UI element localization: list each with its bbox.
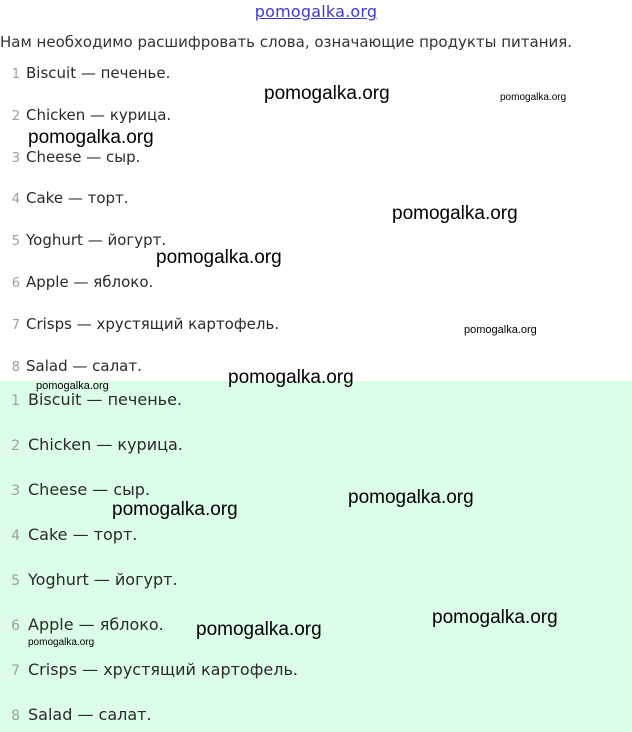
watermark: pomogalka.org (28, 127, 154, 148)
item-text: Crisps — хрустящий картофель. (26, 314, 280, 333)
item-number: 3 (11, 150, 20, 166)
list-item (0, 615, 164, 634)
list-item (0, 315, 279, 333)
item-text: Biscuit — печенье. (28, 390, 183, 409)
item-text: Cheese — сыр. (28, 480, 151, 499)
item-number: 2 (11, 108, 20, 124)
list-item (0, 570, 178, 589)
intro-text: Нам необходимо расшифровать слова, означающие продукты питания. (0, 33, 573, 51)
watermark: pomogalka.org (196, 619, 322, 640)
item-text: Cake — торт. (28, 525, 138, 544)
watermark: pomogalka.org (228, 367, 354, 388)
item-text: Biscuit — печенье. (26, 64, 171, 82)
item-number: 8 (11, 708, 20, 724)
item-text: Cheese — сыр. (26, 147, 141, 166)
watermark: pomogalka.org (500, 92, 567, 103)
list-item (0, 231, 166, 249)
list-item (0, 525, 137, 544)
list-item (0, 390, 182, 409)
item-number: 4 (11, 528, 20, 544)
item-number: 3 (11, 483, 20, 499)
list-item (0, 273, 153, 291)
item-number: 7 (11, 663, 20, 679)
list-item (0, 705, 152, 724)
list-item (0, 660, 298, 679)
watermark: pomogalka.org (36, 380, 109, 392)
list-item (0, 64, 170, 82)
item-text: Apple — яблоко. (28, 615, 164, 634)
item-number: 5 (11, 234, 20, 250)
item-text: Salad — салат. (28, 705, 152, 724)
list-item (0, 148, 140, 166)
watermark: pomogalka.org (264, 83, 390, 104)
item-number: 1 (11, 67, 20, 82)
item-text: Yoghurt — йогурт. (28, 570, 178, 589)
item-number: 5 (11, 573, 20, 589)
item-number: 4 (11, 192, 20, 208)
list-item (0, 106, 171, 124)
list-item (0, 357, 142, 375)
watermark: pomogalka.org (348, 487, 474, 508)
watermark: pomogalka.org (464, 324, 537, 336)
watermark: pomogalka.org (432, 607, 558, 628)
item-number: 6 (11, 276, 20, 291)
item-text: Cake — торт. (26, 189, 129, 208)
item-number: 8 (11, 359, 20, 375)
item-text: Crisps — хрустящий картофель. (28, 660, 298, 679)
item-text: Apple — яблоко. (26, 273, 154, 291)
watermark: pomogalka.org (28, 637, 95, 648)
answer-panel (0, 381, 632, 732)
item-text: Chicken — курица. (26, 105, 172, 124)
item-text: Salad — салат. (26, 356, 142, 375)
site-header-link[interactable]: pomogalka.org (254, 2, 378, 21)
watermark: pomogalka.org (156, 247, 282, 268)
item-text: Yoghurt — йогурт. (26, 231, 167, 250)
list-item (0, 480, 150, 499)
item-text: Chicken — курица. (28, 435, 183, 454)
list-item (0, 435, 183, 454)
watermark: pomogalka.org (112, 499, 238, 520)
watermark: pomogalka.org (392, 203, 518, 224)
item-number: 7 (11, 317, 20, 333)
list-item (0, 189, 129, 207)
item-number: 1 (11, 393, 20, 409)
item-number: 2 (11, 438, 20, 454)
item-number: 6 (11, 618, 20, 634)
